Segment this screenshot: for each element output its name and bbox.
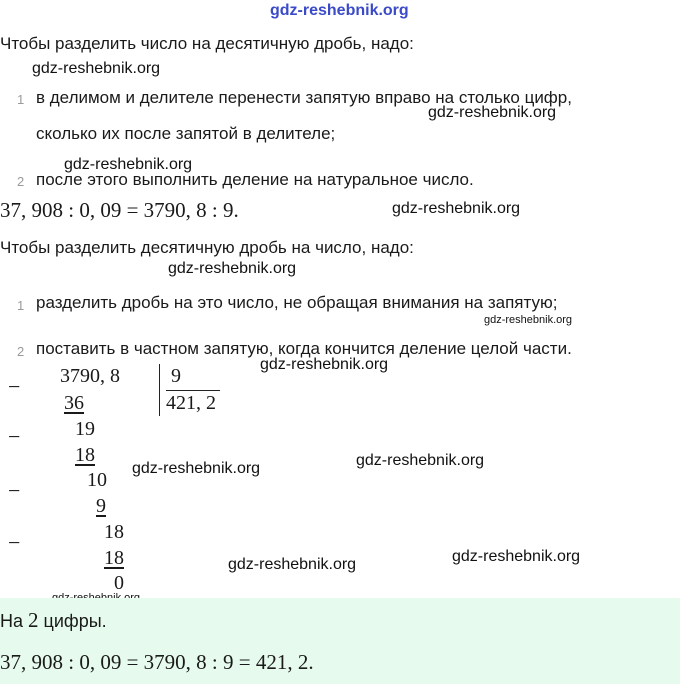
rule2-step1: разделить дробь на это число, не обращая внимания на запятую; bbox=[36, 293, 558, 312]
watermark: gdz-reshebnik.org bbox=[32, 60, 161, 77]
remainder: 18 bbox=[104, 521, 124, 543]
dividend: 3790, 8 bbox=[60, 365, 120, 387]
minus-sign: − bbox=[8, 424, 21, 449]
watermark: gdz-reshebnik.org bbox=[392, 200, 521, 217]
watermark: gdz-reshebnik.org bbox=[356, 452, 485, 469]
final-remainder: 0 bbox=[114, 572, 124, 594]
subtrahend: 36 bbox=[64, 392, 84, 414]
remainder: 19 bbox=[75, 418, 95, 440]
answer-suffix: цифры. bbox=[43, 611, 107, 631]
watermark: gdz-reshebnik.org bbox=[132, 460, 261, 477]
rule1-step1-line1: в делимом и делителе перенести запятую вправо на столько цифр, bbox=[36, 88, 572, 107]
watermark: gdz-reshebnik.org bbox=[228, 556, 357, 573]
minus-sign: − bbox=[8, 374, 21, 399]
rule2-step2: поставить в частном запятую, когда кончится деление целой части. bbox=[36, 339, 572, 358]
watermark: gdz-reshebnik.org bbox=[64, 156, 193, 173]
list-number: 2 bbox=[17, 174, 25, 189]
divisor: 9 bbox=[171, 365, 181, 387]
answer-box bbox=[0, 598, 680, 684]
quotient: 421, 2 bbox=[166, 392, 216, 414]
watermark: gdz-reshebnik.org bbox=[168, 260, 297, 277]
subtrahend: 9 bbox=[96, 495, 106, 517]
answer-line bbox=[0, 608, 107, 633]
rule2-intro: Чтобы разделить десятичную дробь на число, надо: bbox=[0, 238, 414, 257]
rule1-step1-line2: сколько их после запятой в делителе; bbox=[36, 124, 336, 143]
rule1-intro: Чтобы разделить число на десятичную дробь, надо: bbox=[0, 34, 414, 53]
rule1-step2: после этого выполнить деление на натуральное число. bbox=[36, 170, 474, 189]
subtrahend: 18 bbox=[104, 547, 124, 569]
watermark-top: gdz-reshebnik.org bbox=[270, 2, 409, 19]
division-bar-horizontal bbox=[166, 390, 220, 391]
answer-equation: 37, 908 : 0, 09 = 3790, 8 : 9 = 421, 2. bbox=[0, 650, 314, 674]
answer-prefix: На bbox=[0, 611, 24, 631]
minus-sign: − bbox=[8, 530, 21, 555]
minus-sign: − bbox=[8, 478, 21, 503]
subtrahend: 18 bbox=[75, 444, 95, 466]
watermark: gdz-reshebnik.org bbox=[260, 356, 389, 373]
remainder: 10 bbox=[87, 469, 107, 491]
watermark: gdz-reshebnik.org bbox=[452, 548, 581, 565]
watermark: gdz-reshebnik.org bbox=[428, 104, 557, 121]
watermark-small: gdz-reshebnik.org bbox=[484, 314, 573, 326]
list-number: 2 bbox=[17, 344, 25, 359]
list-number: 1 bbox=[17, 92, 25, 107]
answer-count: 2 bbox=[28, 608, 39, 632]
division-bar-vertical bbox=[159, 364, 160, 416]
rule1-equation: 37, 908 : 0, 09 = 3790, 8 : 9. bbox=[0, 198, 239, 222]
list-number: 1 bbox=[17, 298, 25, 313]
